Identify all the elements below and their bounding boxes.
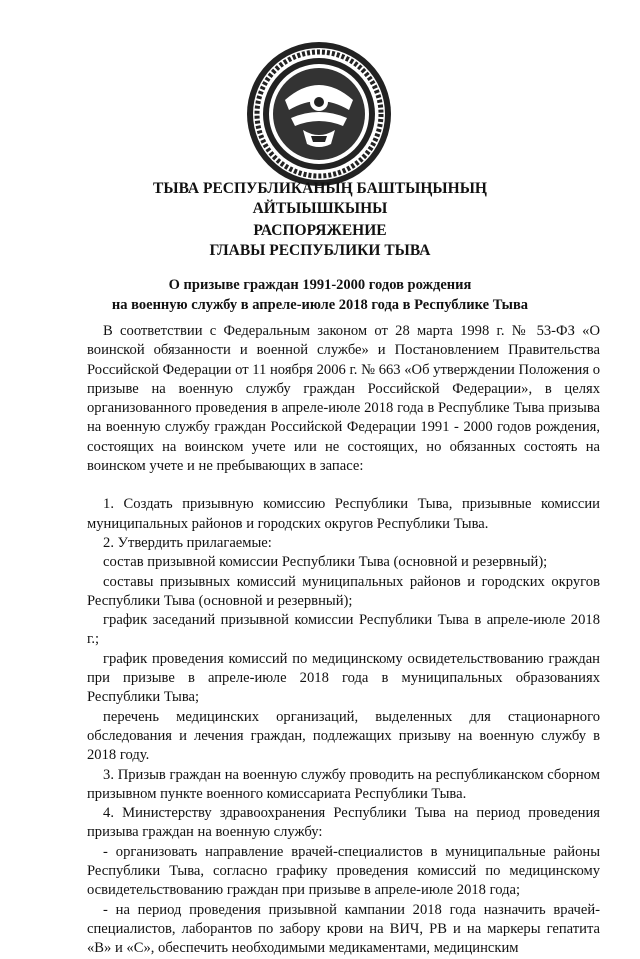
item-2-list-3: график заседаний призывной комиссии Республики Тыва в апреле-июле 2018 г.; <box>87 612 600 648</box>
intro-paragraph: В соответствии с Федеральным законом от 28 марта 1998 г. № 53-ФЗ «О воинской обязанности и военной службе» и Постановлением Правительства Российской Федерации от 11 ноября 2006 г. № 663 «Об утверждении Положения о призыве на военную службу граждан Российской Федерации», в целях организованного проведения в апреле-июле 2018 года в Республике Тыва призыва на военную службу граждан Российской Федерации 1991 - 2000 годов рождения, состоящих на воинском учете или не состоящих, но обязанных состоять на воинском учете и не пребывающих в запасе: <box>87 323 600 475</box>
item-2: 2. Утвердить прилагаемые: <box>103 534 272 551</box>
item-2-list-5: перечень медицинских организаций, выделенных для стационарного обследования и лечения граждан, подлежащих призыву на военную службу в 2018 году. <box>87 708 600 764</box>
item-2-list-2: составы призывных комиссий муниципальных районов и городских округов Республики Тыва (основной и резервный); <box>87 573 600 609</box>
title-line-2: на военную службу в апреле-июле 2018 года в Республике Тыва <box>111 297 529 313</box>
item-3: 3. Призыв граждан на военную службу проводить на республиканском сборном призывном пункте военного комиссариата Республики Тыва. <box>87 766 600 802</box>
item-4-list-1: - организовать направление врачей-специалистов в муниципальные районы Республики Тыва, согласно графику проведения комиссий по медицинскому освидетельствованию граждан при призыве в апреле-июле 2018 года; <box>87 843 600 899</box>
header-line-1: ТЫВА РЕСПУБЛИКАНЫҢ БАШТЫҢЫНЫҢ <box>153 180 487 197</box>
document-title <box>90 275 550 315</box>
header-tuvan <box>90 179 550 219</box>
item-2-list-4: график проведения комиссий по медицинскому освидетельствованию граждан при призыве в апреле-июле 2018 года в муниципальных образованиях Республики Тыва; <box>87 650 600 706</box>
header-line-2: АЙТЫЫШКЫНЫ <box>252 200 388 217</box>
coat-of-arms-emblem <box>245 40 393 188</box>
header-russian <box>90 221 550 261</box>
item-2-list-1: состав призывной комиссии Республики Тыва (основной и резервный); <box>103 554 548 571</box>
header-line-4: ГЛАВЫ РЕСПУБЛИКИ ТЫВА <box>209 242 431 259</box>
item-4-list-2: - на период проведения призывной кампании 2018 года назначить врачей-специалистов, лаборантов по забору крови на ВИЧ, РВ и на маркеры гепатита «В» и «С», обеспечить необходимыми медикаментами, медицинским <box>87 901 600 957</box>
item-4: 4. Министерству здравоохранения Республики Тыва на период проведения призыва граждан на военную службу: <box>87 805 600 841</box>
document-body <box>87 322 600 959</box>
title-line-1: О призыве граждан 1991-2000 годов рождения <box>168 277 472 293</box>
header-line-3: РАСПОРЯЖЕНИЕ <box>253 222 387 239</box>
item-1: 1. Создать призывную комиссию Республики Тыва, призывные комиссии муниципальных районов и городских округов Республики Тыва. <box>87 496 600 532</box>
